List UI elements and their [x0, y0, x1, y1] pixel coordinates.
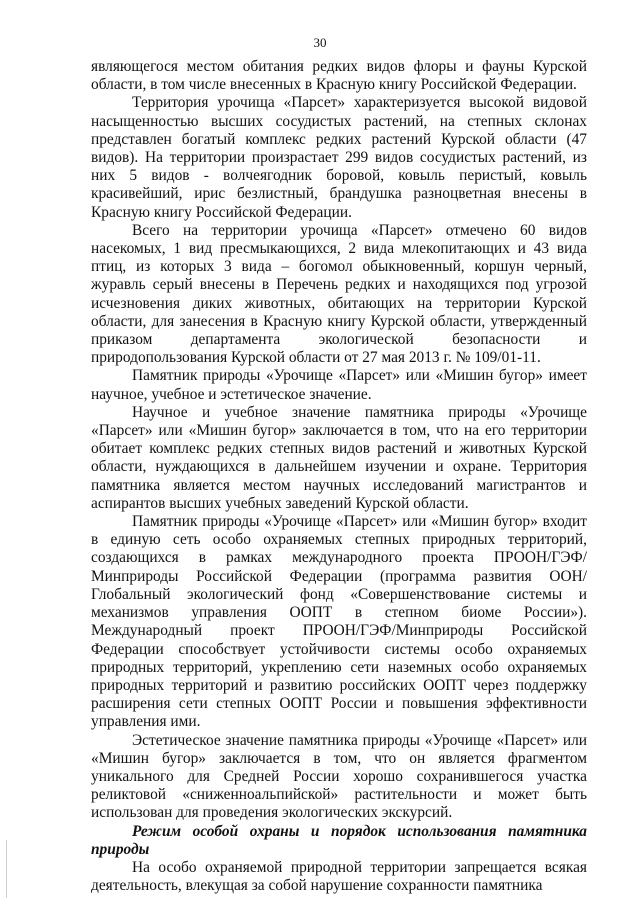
paragraph-aesthetic-value: Эстетическое значение памятника природы «Урочище «Парсет» или «Мишин бугор» заключается в том, что он является фрагментом уникального для Средней России хорошо сохранившегося участка реликтовой «сниженноальпийской» растительности и может быть использован для проведения экологических экскурсий. [91, 731, 587, 822]
paragraph-protected-network: Памятник природы «Урочище «Парсет» или «Мишин бугор» входит в единую сеть особо охраняемых степных природных территорий, создающихся в рамках международного проекта ПРООН/ГЭФ/Минприроды Российской Федерации (программа развития ООН/Глобальный экологический фонд «Совершенствование системы и механизмов управления ООПТ в степном биоме России»). Международный проект ПРООН/ГЭФ/Минприроды Российской Федерации способствует устойчивости системы особо охраняемых природных территорий, укреплению сети наземных особо охраняемых природных территорий и развитию российских ООПТ через поддержку расширения сети степных ООПТ России и повышения эффективности управления ими. [91, 513, 587, 731]
paragraph-habitat-continuation: являющегося местом обитания редких видов флоры и фауны Курской области, в том числе внесенных в Красную книгу Российской Федерации. [91, 58, 587, 94]
paragraph-scientific-value: Научное и учебное значение памятника природы «Урочище «Парсет» или «Мишин бугор» заключается в том, что на его территории обитает комплекс редких степных видов растений и животных Курской области, нуждающихся в дальнейшем изучении и охране. Территория памятника является местом научных исследований магистрантов и аспирантов высших учебных заведений Курской области. [91, 403, 587, 512]
page-number: 30 [313, 35, 327, 50]
document-body [91, 58, 587, 895]
scan-margin-line [6, 840, 7, 898]
paragraph-flora: Территория урочища «Парсет» характеризуется высокой видовой насыщенностью высших сосудистых растений, на степных склонах представлен богатый комплекс редких растений Курской области (47 видов). На территории произрастает 299 видов сосудистых растений, из них 5 видов - волчеягодник боровой, ковыль перистый, ковыль красивейший, ирис безлистный, брандушка разноцветная внесены в Красную книгу Российской Федерации. [91, 94, 587, 221]
paragraph-fauna: Всего на территории урочища «Парсет» отмечено 60 видов насекомых, 1 вид пресмыкающихся, 2 вида млекопитающих и 43 вида птиц, из которых 3 вида – богомол обыкновенный, коршун черный, журавль серый внесены в Перечень редких и находящихся под угрозой исчезновения диких животных, обитающих на территории Курской области, для занесения в Красную книгу Курской области, утвержденный приказом департамента экологической безопасности и природопользования Курской области от 27 мая 2013 г. № 109/01-11. [91, 221, 587, 367]
paragraph-significance: Памятник природы «Урочище «Парсет» или «Мишин бугор» имеет научное, учебное и эстетическое значение. [91, 367, 587, 403]
paragraph-prohibited-activities: На особо охраняемой природной территории запрещается всякая деятельность, влекущая за собой нарушение сохранности памятника [91, 858, 587, 895]
section-heading-protection-regime: Режим особой охраны и порядок использования памятника природы [91, 822, 587, 858]
